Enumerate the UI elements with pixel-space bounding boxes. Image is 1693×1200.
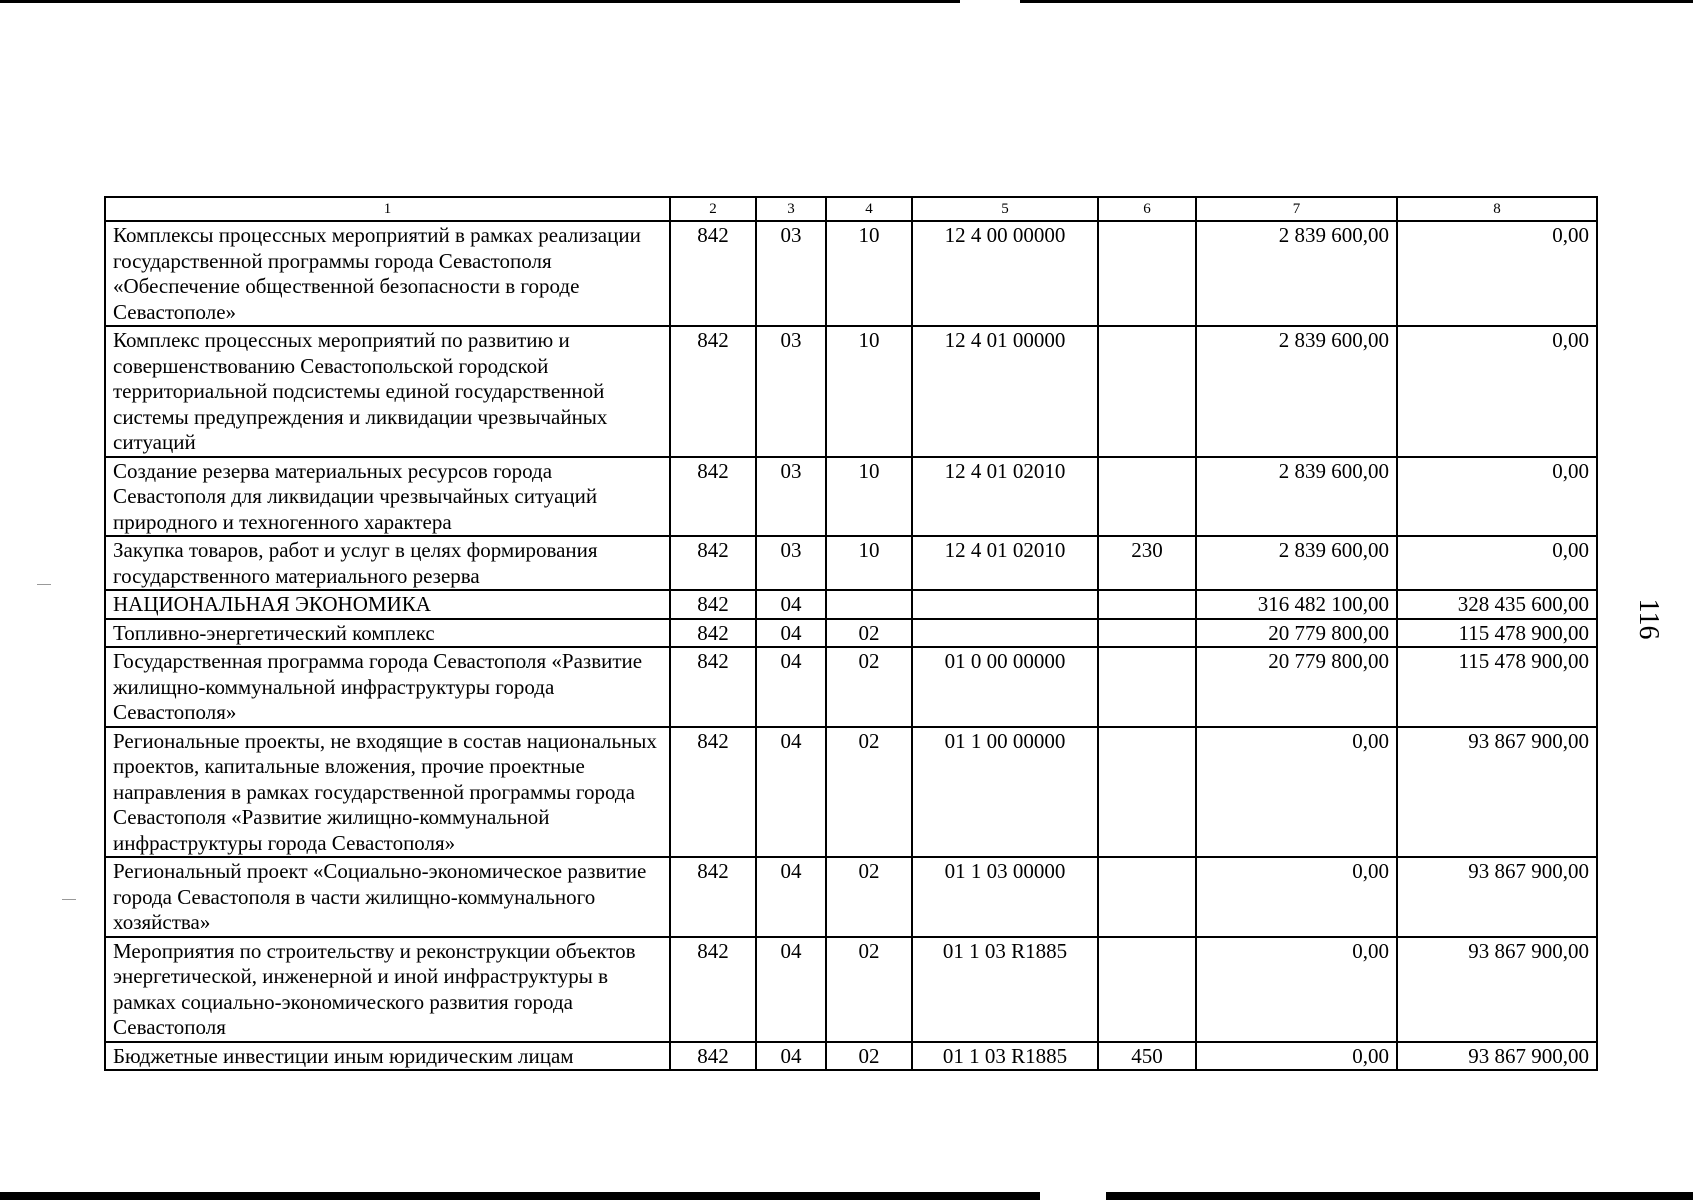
target-article-cell: 12 4 00 00000 bbox=[912, 221, 1098, 326]
grbs-cell: 842 bbox=[670, 536, 756, 590]
table-row bbox=[105, 1042, 1597, 1071]
section-cell: 03 bbox=[756, 457, 826, 537]
amount-year2-cell: 328 435 600,00 bbox=[1397, 590, 1597, 619]
amount-year1-cell: 0,00 bbox=[1196, 1042, 1397, 1071]
column-number-row bbox=[105, 197, 1597, 221]
expense-type-cell bbox=[1098, 857, 1196, 937]
target-article-cell bbox=[912, 590, 1098, 619]
amount-year1-cell: 20 779 800,00 bbox=[1196, 619, 1397, 648]
table-row bbox=[105, 937, 1597, 1042]
column-header: 3 bbox=[756, 197, 826, 221]
amount-year1-cell: 20 779 800,00 bbox=[1196, 647, 1397, 727]
subsection-cell: 10 bbox=[826, 536, 912, 590]
target-article-cell: 01 0 00 00000 bbox=[912, 647, 1098, 727]
amount-year2-cell: 0,00 bbox=[1397, 536, 1597, 590]
grbs-cell: 842 bbox=[670, 590, 756, 619]
scan-border-gap bbox=[960, 0, 1020, 3]
amount-year2-cell: 93 867 900,00 bbox=[1397, 937, 1597, 1042]
amount-year2-cell: 0,00 bbox=[1397, 457, 1597, 537]
target-article-cell: 01 1 03 R1885 bbox=[912, 937, 1098, 1042]
row-name-cell: Создание резерва материальных ресурсов города Севастополя для ликвидации чрезвычайных ситуаций природного и техногенного характера bbox=[105, 457, 670, 537]
target-article-cell bbox=[912, 619, 1098, 648]
section-cell: 03 bbox=[756, 326, 826, 457]
target-article-cell: 12 4 01 00000 bbox=[912, 326, 1098, 457]
table-row bbox=[105, 857, 1597, 937]
target-article-cell: 12 4 01 02010 bbox=[912, 457, 1098, 537]
amount-year1-cell: 0,00 bbox=[1196, 727, 1397, 858]
scan-border-top bbox=[0, 0, 1693, 3]
subsection-cell: 10 bbox=[826, 221, 912, 326]
table-row bbox=[105, 590, 1597, 619]
row-name-cell: Комплекс процессных мероприятий по развитию и совершенствованию Севастопольской городской территориальной подсистемы единой государственной системы предупреждения и ликвидации чрезвычайных ситуаций bbox=[105, 326, 670, 457]
expense-type-cell bbox=[1098, 221, 1196, 326]
amount-year1-cell: 0,00 bbox=[1196, 937, 1397, 1042]
budget-table bbox=[104, 196, 1598, 1071]
row-name-cell: Государственная программа города Севастополя «Развитие жилищно-коммунальной инфраструктуры города Севастополя» bbox=[105, 647, 670, 727]
expense-type-cell bbox=[1098, 326, 1196, 457]
row-name-cell: НАЦИОНАЛЬНАЯ ЭКОНОМИКА bbox=[105, 590, 670, 619]
section-cell: 04 bbox=[756, 590, 826, 619]
row-name-cell: Региональный проект «Социально-экономическое развитие города Севастополя в части жилищно-коммунального хозяйства» bbox=[105, 857, 670, 937]
amount-year1-cell: 2 839 600,00 bbox=[1196, 536, 1397, 590]
grbs-cell: 842 bbox=[670, 937, 756, 1042]
grbs-cell: 842 bbox=[670, 326, 756, 457]
amount-year2-cell: 115 478 900,00 bbox=[1397, 619, 1597, 648]
section-cell: 04 bbox=[756, 1042, 826, 1071]
expense-type-cell bbox=[1098, 727, 1196, 858]
grbs-cell: 842 bbox=[670, 221, 756, 326]
row-name-cell: Топливно-энергетический комплекс bbox=[105, 619, 670, 648]
expense-type-cell bbox=[1098, 457, 1196, 537]
expense-type-cell bbox=[1098, 647, 1196, 727]
amount-year1-cell: 316 482 100,00 bbox=[1196, 590, 1397, 619]
amount-year1-cell: 2 839 600,00 bbox=[1196, 457, 1397, 537]
amount-year2-cell: 0,00 bbox=[1397, 221, 1597, 326]
target-article-cell: 01 1 03 R1885 bbox=[912, 1042, 1098, 1071]
section-cell: 04 bbox=[756, 619, 826, 648]
row-name-cell: Региональные проекты, не входящие в состав национальных проектов, капитальные вложения, прочие проектные направления в рамках государственной программы города Севастополя «Развитие жилищно-коммунальной инфраструктуры города Севастополя» bbox=[105, 727, 670, 858]
subsection-cell: 10 bbox=[826, 457, 912, 537]
amount-year2-cell: 93 867 900,00 bbox=[1397, 857, 1597, 937]
expense-type-cell bbox=[1098, 619, 1196, 648]
column-header: 2 bbox=[670, 197, 756, 221]
subsection-cell bbox=[826, 590, 912, 619]
section-cell: 03 bbox=[756, 221, 826, 326]
section-cell: 04 bbox=[756, 937, 826, 1042]
page-number: 116 bbox=[1633, 598, 1664, 640]
subsection-cell: 02 bbox=[826, 647, 912, 727]
table-row bbox=[105, 727, 1597, 858]
section-cell: 04 bbox=[756, 857, 826, 937]
scan-border-gap bbox=[1040, 1192, 1106, 1200]
grbs-cell: 842 bbox=[670, 457, 756, 537]
subsection-cell: 02 bbox=[826, 727, 912, 858]
column-header: 6 bbox=[1098, 197, 1196, 221]
grbs-cell: 842 bbox=[670, 619, 756, 648]
table-row bbox=[105, 326, 1597, 457]
subsection-cell: 02 bbox=[826, 857, 912, 937]
expense-type-cell: 230 bbox=[1098, 536, 1196, 590]
column-header: 5 bbox=[912, 197, 1098, 221]
amount-year2-cell: 0,00 bbox=[1397, 326, 1597, 457]
subsection-cell: 02 bbox=[826, 619, 912, 648]
row-name-cell: Комплексы процессных мероприятий в рамках реализации государственной программы города Севастополя «Обеспечение общественной безопасности в городе Севастополе» bbox=[105, 221, 670, 326]
row-name-cell: Мероприятия по строительству и реконструкции объектов энергетической, инженерной и иной инфраструктуры в рамках социально-экономического развития города Севастополя bbox=[105, 937, 670, 1042]
row-name-cell: Бюджетные инвестиции иным юридическим лицам bbox=[105, 1042, 670, 1071]
subsection-cell: 02 bbox=[826, 1042, 912, 1071]
grbs-cell: 842 bbox=[670, 1042, 756, 1071]
amount-year2-cell: 93 867 900,00 bbox=[1397, 1042, 1597, 1071]
amount-year1-cell: 2 839 600,00 bbox=[1196, 221, 1397, 326]
target-article-cell: 12 4 01 02010 bbox=[912, 536, 1098, 590]
margin-mark bbox=[62, 899, 76, 900]
grbs-cell: 842 bbox=[670, 857, 756, 937]
expense-type-cell: 450 bbox=[1098, 1042, 1196, 1071]
expense-type-cell bbox=[1098, 937, 1196, 1042]
amount-year2-cell: 115 478 900,00 bbox=[1397, 647, 1597, 727]
margin-mark bbox=[37, 584, 51, 585]
section-cell: 04 bbox=[756, 647, 826, 727]
amount-year1-cell: 0,00 bbox=[1196, 857, 1397, 937]
expense-type-cell bbox=[1098, 590, 1196, 619]
grbs-cell: 842 bbox=[670, 727, 756, 858]
column-header: 7 bbox=[1196, 197, 1397, 221]
table-row bbox=[105, 457, 1597, 537]
column-header: 1 bbox=[105, 197, 670, 221]
column-header: 4 bbox=[826, 197, 912, 221]
subsection-cell: 10 bbox=[826, 326, 912, 457]
section-cell: 03 bbox=[756, 536, 826, 590]
table-row bbox=[105, 536, 1597, 590]
table-row bbox=[105, 619, 1597, 648]
amount-year1-cell: 2 839 600,00 bbox=[1196, 326, 1397, 457]
table-row bbox=[105, 221, 1597, 326]
target-article-cell: 01 1 03 00000 bbox=[912, 857, 1098, 937]
column-header: 8 bbox=[1397, 197, 1597, 221]
target-article-cell: 01 1 00 00000 bbox=[912, 727, 1098, 858]
scan-border-bottom bbox=[0, 1192, 1693, 1200]
row-name-cell: Закупка товаров, работ и услуг в целях формирования государственного материального резерва bbox=[105, 536, 670, 590]
amount-year2-cell: 93 867 900,00 bbox=[1397, 727, 1597, 858]
table-row bbox=[105, 647, 1597, 727]
grbs-cell: 842 bbox=[670, 647, 756, 727]
section-cell: 04 bbox=[756, 727, 826, 858]
subsection-cell: 02 bbox=[826, 937, 912, 1042]
